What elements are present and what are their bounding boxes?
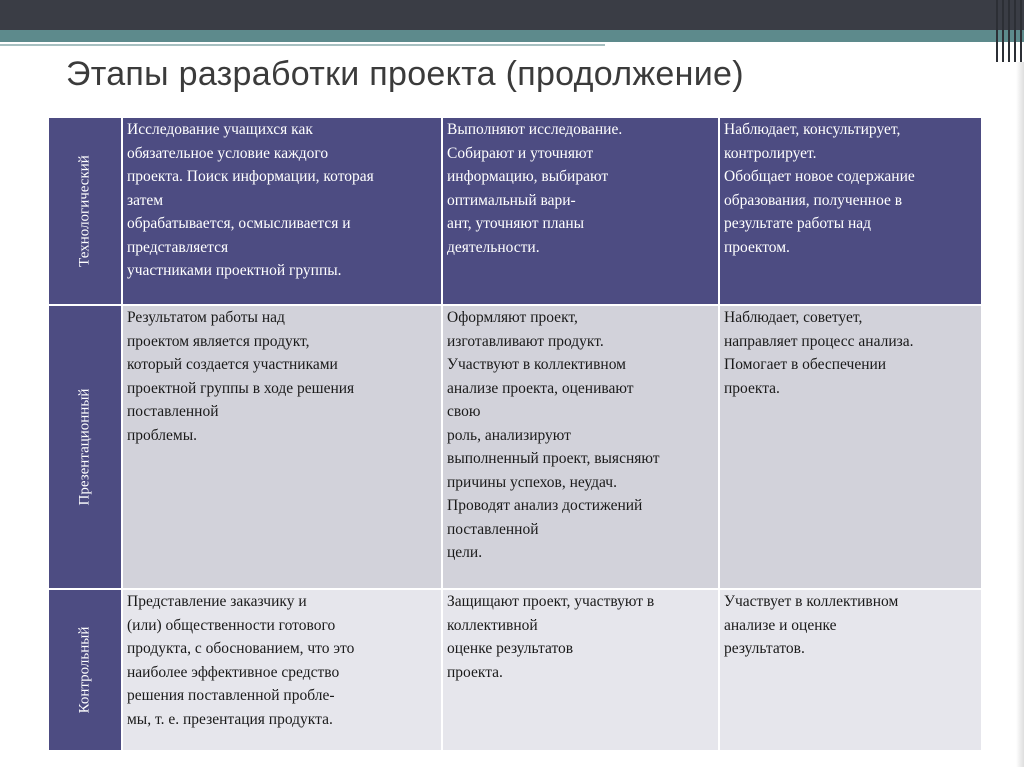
cell-text-line: причины успехов, неудач.: [447, 473, 617, 491]
students-actions-cell: [442, 589, 719, 751]
cell-text-line: поставленной: [127, 403, 219, 420]
stage-label: Контрольный: [76, 626, 93, 714]
cell-text-line: Защищают проект, участвуют в: [447, 593, 655, 610]
cell-text-line: Оформляют проект,: [447, 309, 578, 326]
cell-text-line: проекта.: [447, 663, 503, 681]
cell-text-line: мы, т. е. презентация продукта.: [127, 710, 333, 728]
cell-text-line: результате работы над: [724, 215, 872, 232]
top-teal-band: [0, 30, 1024, 42]
cell-text-line: представляется: [127, 238, 229, 256]
table-row: [48, 305, 982, 589]
cell-text-line: проблемы.: [127, 426, 198, 444]
students-actions-cell: [442, 117, 719, 305]
stage-content-cell: [122, 117, 442, 305]
cell-text-line: оценке результатов: [447, 640, 574, 657]
stage-cell: [48, 305, 122, 589]
cell-text-line: направляет процесс анализа.: [724, 332, 914, 350]
cell-text-line: Собирают и уточняют: [447, 144, 594, 162]
cell-text-line: Результатом работы над: [127, 309, 285, 326]
cell-text-line: анализе и оценке: [724, 616, 837, 634]
cell-text-line: который создается участниками: [127, 356, 338, 373]
project-stages-table: [47, 116, 983, 752]
slide-title: Этапы разработки проекта (продолжение): [66, 55, 744, 93]
cell-text-line: продукта, с обоснованием, что это: [127, 640, 355, 657]
cell-text-line: Участвует в коллективном: [724, 593, 899, 610]
stage-cell: [48, 589, 122, 751]
cell-text-line: контролирует.: [724, 144, 817, 162]
stage-label: Технологический: [76, 155, 93, 267]
cell-text-line: решения поставленной пробле-: [127, 687, 335, 704]
stage-content-cell: [122, 589, 442, 751]
table-row: [48, 589, 982, 751]
cell-text-line: изготавливают продукт.: [447, 332, 604, 350]
cell-text-line: Обобщает новое содержание: [724, 168, 915, 185]
cell-text-line: затем: [127, 191, 164, 209]
cell-text-line: обрабатывается, осмысливается и: [127, 215, 351, 232]
table-row: [48, 117, 982, 305]
cell-text-line: Исследование учащихся как: [127, 121, 313, 138]
cell-text-line: (или) общественности готового: [127, 616, 336, 634]
cell-text-line: деятельности.: [447, 238, 540, 256]
cell-text-line: результатов.: [724, 640, 805, 657]
cell-text-line: коллективной: [447, 616, 538, 634]
cell-text-line: проекта.: [724, 379, 780, 397]
top-white-stripe: [605, 44, 1024, 50]
cell-text-line: наиболее эффективное средство: [127, 663, 340, 681]
cell-text-line: поставленной: [447, 520, 539, 538]
cell-text-line: Наблюдает, консультирует,: [724, 121, 901, 138]
cell-text-line: проекта. Поиск информации, которая: [127, 168, 374, 185]
stage-label: Презентационный: [76, 388, 93, 506]
cell-text-line: Представление заказчику и: [127, 593, 307, 610]
cell-text-line: Помогает в обеспечении: [724, 356, 887, 373]
cell-text-line: Наблюдает, советует,: [724, 309, 863, 326]
cell-text-line: Проводят анализ достижений: [447, 497, 643, 514]
cell-text-line: свою: [447, 403, 481, 420]
cell-text-line: выполненный проект, выясняют: [447, 450, 660, 467]
stage-content-cell: [122, 305, 442, 589]
students-actions-cell: [442, 305, 719, 589]
cell-text-line: цели.: [447, 544, 483, 561]
cell-text-line: информацию, выбирают: [447, 168, 609, 185]
teacher-actions-cell: [719, 305, 982, 589]
page-edge-shadow: [1016, 62, 1024, 767]
cell-text-line: проектом.: [724, 238, 790, 256]
corner-stripes: [994, 0, 1024, 62]
stage-cell: [48, 117, 122, 305]
cell-text-line: проектной группы в ходе решения: [127, 379, 355, 397]
cell-text-line: Участвуют в коллективном: [447, 356, 626, 373]
cell-text-line: обязательное условие каждого: [127, 144, 329, 162]
teacher-actions-cell: [719, 589, 982, 751]
cell-text-line: оптимальный вари-: [447, 191, 576, 209]
cell-text-line: проектом является продукт,: [127, 332, 310, 350]
cell-text-line: Выполняют исследование.: [447, 121, 623, 138]
cell-text-line: роль, анализируют: [447, 426, 571, 444]
cell-text-line: ант, уточняют планы: [447, 215, 585, 232]
top-dark-band: [0, 0, 1024, 30]
cell-text-line: участниками проектной группы.: [127, 262, 342, 279]
teacher-actions-cell: [719, 117, 982, 305]
cell-text-line: образования, полученное в: [724, 191, 903, 209]
cell-text-line: анализе проекта, оценивают: [447, 379, 634, 397]
